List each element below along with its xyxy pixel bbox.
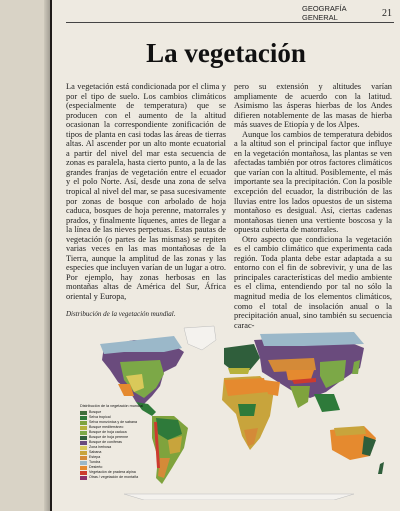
- text-column-right: [234, 82, 392, 330]
- legend-swatch: [80, 431, 87, 435]
- legend-label: Desierto: [89, 465, 103, 469]
- africa-rainforest: [238, 404, 256, 416]
- legend-swatch: [80, 471, 87, 475]
- legend-label: Estepa: [89, 455, 101, 459]
- antarctica: [124, 494, 354, 500]
- new-zealand: [378, 462, 384, 474]
- legend-swatch: [80, 436, 87, 440]
- legend-swatch: [80, 446, 87, 450]
- text-column-left: [66, 82, 226, 302]
- legend-label: Selva tropical: [89, 415, 111, 419]
- legend-label: Bosque: [89, 410, 102, 414]
- running-header: [302, 6, 392, 20]
- south-asia-monsoon: [290, 386, 310, 408]
- southeast-asia-rainforest: [314, 394, 340, 412]
- east-asia-forest: [320, 360, 346, 388]
- page-number: 21: [382, 7, 392, 19]
- asia-tundra: [260, 332, 364, 346]
- legend-label: Bosque de coníferas: [89, 440, 122, 444]
- map-legend: [80, 404, 160, 480]
- legend-swatch: [80, 441, 87, 445]
- header-rule: [66, 22, 394, 23]
- legend-label: Otras / vegetación de montaña: [89, 475, 139, 479]
- paragraph: pero su extensión y altitudes varían ampliamente de acuerdo con la latitud. Asimismo las ásperas hierbas de los Andes difieren notablemente de las masas de hierba más suaves de Etiopía y de los Alpes.: [234, 82, 392, 130]
- legend-label: Vegetación de pradera alpina: [89, 470, 136, 474]
- legend-item: [80, 475, 160, 480]
- legend-label: Bosque mediterráneo: [89, 425, 124, 429]
- legend-label: Bosque de hoja perenne: [89, 435, 129, 439]
- legend-label: Sabana: [89, 450, 102, 454]
- paragraph: La vegetación está condicionada por el clima y por el tipo de suelo. Los cambios climáticos (especialmente de temperatura) que se producen con el aumento de la altitud ocasionan la correspondiente zonificación de tipos de planta en casi todas las áreas de tierras altas. Al ascender por un alto monte ecuatorial a partir del nivel del mar esta secuencia de zonas es paralela, hasta cierto punto, a la de las grandes franjas de vegetación entre el ecuador y el polo Norte. Así, desde una zona de selva tropical al nivel del mar, se pasa sucesivamente por zonas de bosque con arbolado de hoja caduca, bosques de hoja perenne, matorrales y prados, y finalmente líquenes, antes de llegar a la línea de las nieves perpetuas. Estas pautas de vegetación (o partes de las mismas) se repiten varias veces en las mas montañosas de la Tierra, aunque la amplitud de las zonas y las especies que incluyen varían de un lugar a otro. Por ejemplo, hay zonas herbosas en las montañas altas de América del Sur, África oriental y Europa,: [66, 82, 226, 302]
- previous-page-edge: [0, 0, 50, 511]
- page-title: La vegetación: [146, 38, 306, 68]
- legend-title: Distribución de la vegetación mundial: [80, 404, 143, 408]
- legend-label: Zona herbosa: [89, 445, 112, 449]
- legend-swatch: [80, 461, 87, 465]
- asia-steppe: [268, 358, 316, 372]
- paragraph: Otro aspecto que condiciona la vegetación es el cambio climático que experimenta cada región. Toda planta debe estar adaptada a su entorno con el fin de sobrevivir, y una de las principales características del medio ambiente es el clima, entendiendo por tal no sólo la magnitud media de los elementos climáticos, como el total de insolación anual o la precipitación anual, sino también su secuencia carac-: [234, 234, 392, 330]
- legend-swatch: [80, 426, 87, 430]
- legend-swatch: [80, 416, 87, 420]
- map-caption: Distribución de la vegetación mundial.: [66, 310, 176, 318]
- legend-swatch: [80, 451, 87, 455]
- greenland: [184, 326, 216, 350]
- europe-mediterranean: [228, 368, 250, 374]
- legend-swatch: [80, 476, 87, 480]
- paragraph: Aunque los cambios de temperatura debidos a la altitud son el principal factor que influye en la vegetación montañosa, las plantas se ven afectadas también por otros factores climáticos que varían con la altitud. Posiblemente, el más importante sea la precipitación. Con la posible excepción del ecuador, la distribución de las lluvias entre los lados opuestos de un sistema montañoso es desigual. Así, ciertas cadenas montañosas tienen una vertiente boscosa y la opuesta cubierta de matorrales.: [234, 129, 392, 235]
- legend-swatch: [80, 411, 87, 415]
- legend-swatch: [80, 456, 87, 460]
- legend-swatch: [80, 421, 87, 425]
- legend-label: Selva monzónica y de sabana: [89, 420, 137, 424]
- europe-region: [224, 344, 260, 372]
- book-page: [52, 0, 400, 511]
- legend-label: Bosque de hoja caduca: [89, 430, 127, 434]
- legend-label: Tundra: [89, 460, 101, 464]
- section-title: GEOGRAFÍA GENERAL: [302, 4, 347, 22]
- legend-swatch: [80, 466, 87, 470]
